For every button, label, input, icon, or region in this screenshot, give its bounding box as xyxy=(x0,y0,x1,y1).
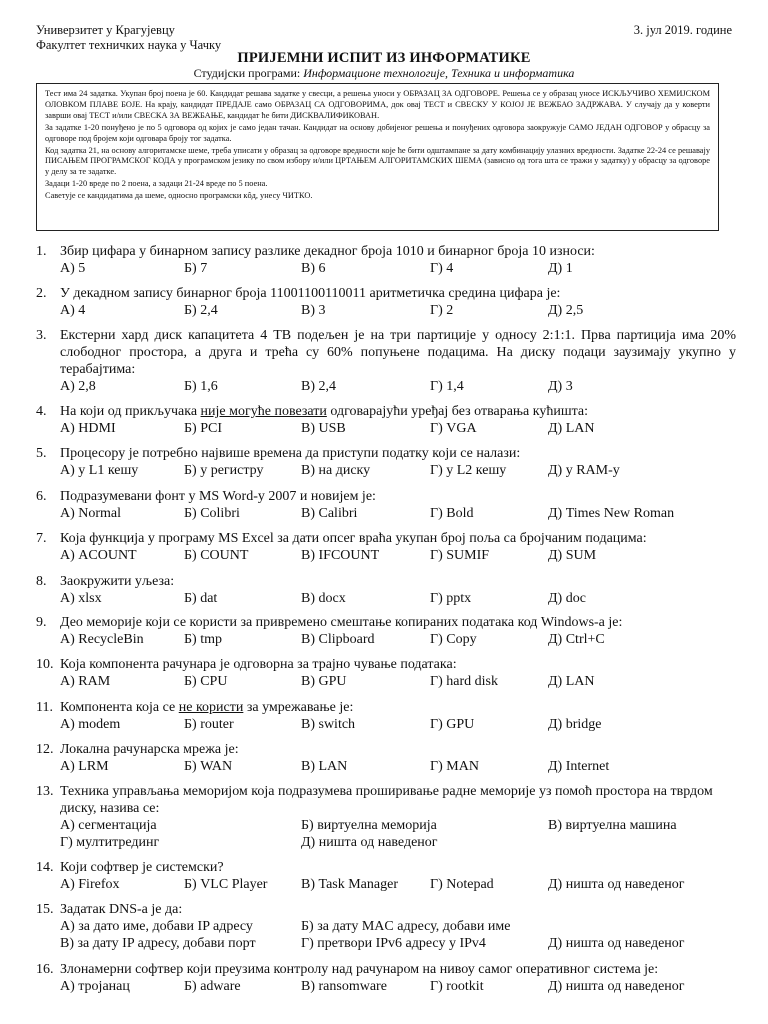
question-3 xyxy=(36,327,736,395)
answer-option[interactable]: А) HDMI xyxy=(60,421,116,436)
question-8 xyxy=(36,573,736,607)
answer-options xyxy=(60,673,736,690)
answer-option[interactable]: Г) SUMIF xyxy=(430,548,490,563)
answer-option[interactable]: А) RAM xyxy=(60,674,111,689)
answer-option[interactable]: А) 4 xyxy=(60,303,86,318)
answer-option[interactable]: Д) ништа од наведеног xyxy=(548,979,685,994)
answer-option[interactable]: Д) bridge xyxy=(548,717,602,732)
answer-option[interactable]: В) IFCOUNT xyxy=(301,548,380,563)
study-programs-names: Информационе технологије, Техника и информатика xyxy=(303,66,575,80)
answer-options xyxy=(60,420,736,437)
answer-options xyxy=(60,260,736,277)
answer-option[interactable]: Д) ништа од наведеног xyxy=(548,877,685,892)
answer-option[interactable]: Б) tmp xyxy=(184,632,222,647)
answer-option[interactable]: Г) GPU xyxy=(430,717,475,732)
answer-option[interactable]: В) на диску xyxy=(301,463,371,478)
answer-option[interactable]: Г) у L2 кешу xyxy=(430,463,507,478)
answer-option[interactable]: Г) MAN xyxy=(430,759,479,774)
answer-option[interactable]: Г) 4 xyxy=(430,261,454,276)
question-number: 16. xyxy=(36,962,54,977)
answer-option[interactable]: Б) WAN xyxy=(184,759,233,774)
answer-option[interactable]: А) Firefox xyxy=(60,877,120,892)
answer-option[interactable]: А) xlsx xyxy=(60,591,102,606)
answer-options xyxy=(60,716,736,733)
question-13 xyxy=(36,783,736,851)
instruction-paragraph: Код задатка 21, на основу алгоритамске шеме, треба уписати у образац за одговоре вредности које ће бити одштампане за дату комбинацију улазних вредности. Задатке 22-24 се решавају ПИСАЊЕМ ПРОГРАМСКОГ КОДА у програмском језику по свом избору и/или ЦРТАЊЕМ АЛГОРИТАМСКИХ ШЕМА (зависно од тога шта се тражи у задатку) у обрасцу за одговоре у делу за те задатке. xyxy=(45,145,710,177)
instruction-paragraph: Тест има 24 задатка. Укупан број поена је 60. Кандидат решава задатке у свесци, а решења уноси у ОБРАЗАЦ ЗА ОДГОВОРЕ. Решења се у образац уносе ИСКЉУЧИВО ХЕМИЈСКОМ ОЛОВКОМ ПЛАВЕ БОЈЕ. На крају, кандидат ПРЕДАЈЕ само ОБРАЗАЦ СА ОДГОВОРИМА, док овај ТЕСТ и СВЕСКУ У КОЈОЈ ЈЕ ВЕЖБАО ЗАДРЖАВА. У случају да у коверти заврши овај ТЕСТ и/или СВЕСКА ЗА ВЕЖБАЊЕ, кандидат ће бити ДИСКВАЛИФИКОВАН. xyxy=(45,89,710,120)
answer-option[interactable]: Д) 2,5 xyxy=(548,303,584,318)
answer-option[interactable]: В) за дату IP адресу, добави порт xyxy=(60,936,256,951)
answer-options xyxy=(60,378,736,395)
answer-option[interactable]: А) modem xyxy=(60,717,121,732)
question-text: Процесору је потребно највише времена да приступи податку који се налази: xyxy=(60,446,521,461)
exam-date: 3. јул 2019. године xyxy=(633,23,732,37)
question-text: Техника управљања меморијом која подразумева проширивање радне меморије уз помоћ простора на тврдом диску, назива се: xyxy=(60,784,713,816)
answer-option[interactable]: Д) LAN xyxy=(548,421,595,436)
answer-option[interactable]: А) LRM xyxy=(60,759,109,774)
answer-option[interactable]: Б) у регистру xyxy=(184,463,264,478)
answer-option[interactable]: А) тројанац xyxy=(60,979,130,994)
answer-option[interactable]: Д) 1 xyxy=(548,261,573,276)
answer-option[interactable]: Д) Internet xyxy=(548,759,610,774)
question-text-start: На који од прикључака xyxy=(60,404,201,419)
answer-option[interactable]: Б) 7 xyxy=(184,261,208,276)
instruction-paragraph: За задатке 1-20 понуђено је по 5 одговора од којих је само један тачан. Кандидат на основу добијеног решења и понуђених одговора заокружује САМО ЈЕДАН ОДГОВОР у обрасцу за одговоре под бројем који одговара броју тог задатка. xyxy=(45,122,710,143)
instruction-paragraph: Задаци 1-20 вреде по 2 поена, а задаци 21-24 вреде по 5 поена. xyxy=(45,179,268,189)
answer-option[interactable]: А) у L1 кешу xyxy=(60,463,139,478)
question-text-underlined: не користи xyxy=(178,700,244,715)
question-number: 2. xyxy=(36,286,47,301)
question-number: 12. xyxy=(36,742,54,757)
answer-options xyxy=(60,547,736,564)
answer-options xyxy=(60,462,736,479)
question-10 xyxy=(36,656,736,690)
question-text-start: Компонента која се xyxy=(60,700,179,715)
question-text-underlined: није могуће повезати xyxy=(200,404,327,419)
answer-option[interactable]: В) 2,4 xyxy=(301,379,336,394)
question-9 xyxy=(36,614,736,648)
answer-options xyxy=(60,505,736,522)
answer-option[interactable]: А) 5 xyxy=(60,261,86,276)
answer-options xyxy=(60,935,736,952)
faculty-name: Факултет техничких наука у Чачку xyxy=(36,38,222,52)
university-name: Универзитет у Крагујевцу xyxy=(36,23,175,37)
answer-option[interactable]: А) за дато име, добави IP адресу xyxy=(60,919,253,934)
question-text: Локална рачунарска мрежа је: xyxy=(60,742,239,757)
answer-options xyxy=(60,918,736,935)
answer-option[interactable]: Б) dat xyxy=(184,591,218,606)
answer-option[interactable]: В) switch xyxy=(301,717,356,732)
answer-option[interactable]: Д) Ctrl+C xyxy=(548,632,605,647)
study-programs xyxy=(0,66,768,81)
question-6 xyxy=(36,488,736,522)
question-1 xyxy=(36,243,736,277)
question-number: 10. xyxy=(36,657,54,672)
answer-option[interactable]: В) 6 xyxy=(301,261,326,276)
answer-option[interactable]: В) Clipboard xyxy=(301,632,375,647)
answer-option[interactable]: В) Task Manager xyxy=(301,877,398,892)
question-16 xyxy=(36,961,736,995)
question-text: Која компонента рачунара је одговорна за трајно чување података: xyxy=(60,657,457,672)
answer-option[interactable]: Б) 1,6 xyxy=(184,379,218,394)
question-text-end: за умрежавање је: xyxy=(243,700,354,715)
question-number: 6. xyxy=(36,489,47,504)
page-title: ПРИЈЕМНИ ИСПИТ ИЗ ИНФОРМАТИКЕ xyxy=(237,50,531,66)
answer-option[interactable]: А) Normal xyxy=(60,506,122,521)
answer-option[interactable]: Д) Times New Roman xyxy=(548,506,675,521)
answer-option[interactable]: Б) router xyxy=(184,717,234,732)
question-text-end: одговарајући уређај без отварања кућишта: xyxy=(326,404,589,419)
question-4 xyxy=(36,403,736,437)
question-text: Која функција у програму MS Excel за дати опсег враћа укупан број поља са бројчаним подацима: xyxy=(60,531,647,546)
question-12 xyxy=(36,741,736,775)
question-text: Заокружити уљеза: xyxy=(60,574,175,589)
answer-option[interactable]: Г) pptx xyxy=(430,591,472,606)
question-number: 14. xyxy=(36,860,54,875)
answer-option[interactable]: Г) rootkit xyxy=(430,979,484,994)
answer-option[interactable]: Г) Notepad xyxy=(430,877,494,892)
answer-option[interactable]: Б) CPU xyxy=(184,674,228,689)
answer-option[interactable]: А) ACOUNT xyxy=(60,548,137,563)
question-text: Задатак DNS-а је да: xyxy=(60,902,183,917)
answer-options xyxy=(60,590,736,607)
answer-option[interactable]: Б) виртуелна меморија xyxy=(301,818,437,833)
answer-option[interactable]: Г) мултитрединг xyxy=(60,835,160,850)
answer-option[interactable]: Д) LAN xyxy=(548,674,595,689)
answer-option[interactable]: В) ransomware xyxy=(301,979,387,994)
answer-option[interactable]: Б) Colibri xyxy=(184,506,240,521)
question-text: Који софтвер је системски? xyxy=(60,860,224,875)
question-text: У декадном запису бинарног броја 11001100110011 аритметичка средина цифара је: xyxy=(60,286,561,301)
question-number: 15. xyxy=(36,902,54,917)
question-number: 4. xyxy=(36,404,47,419)
answer-options xyxy=(60,876,736,893)
question-14 xyxy=(36,859,736,893)
answer-option[interactable]: Г) Bold xyxy=(430,506,474,521)
question-number: 7. xyxy=(36,531,47,546)
answer-option[interactable]: Д) 3 xyxy=(548,379,573,394)
question-number: 13. xyxy=(36,784,54,799)
question-text: Збир цифара у бинарном запису разлике декадног броја 1010 и бинарног броја 10 износи: xyxy=(60,244,595,259)
answer-option[interactable]: Г) Copy xyxy=(430,632,477,647)
answer-option[interactable]: В) Calibri xyxy=(301,506,358,521)
answer-option[interactable]: Д) ништа од наведеног xyxy=(548,936,685,951)
answer-option[interactable]: А) 2,8 xyxy=(60,379,96,394)
question-text: Део меморије који се користи за привремено смештање копираних података код Windows-а је: xyxy=(60,615,623,630)
answer-options xyxy=(60,834,736,851)
question-text: Подразумевани фонт у MS Word-у 2007 и новијем је: xyxy=(60,489,376,504)
answer-option[interactable]: Б) VLC Player xyxy=(184,877,268,892)
answer-option[interactable]: В) LAN xyxy=(301,759,348,774)
question-number: 1. xyxy=(36,244,47,259)
answer-option[interactable]: Д) SUM xyxy=(548,548,597,563)
instruction-paragraph: Саветује се кандидатима да шеме, односно програмски кôд, унесу ЧИТКО. xyxy=(45,191,313,201)
answer-option[interactable]: Б) 2,4 xyxy=(184,303,218,318)
header-institution xyxy=(36,23,221,53)
question-2 xyxy=(36,285,736,319)
question-text: Злонамерни софтвер који преузима контролу над рачунаром на нивоу самог оперативног система је: xyxy=(60,962,659,977)
answer-option[interactable]: В) docx xyxy=(301,591,346,606)
question-15 xyxy=(36,901,736,952)
answer-option[interactable]: Б) adware xyxy=(184,979,241,994)
question-number: 3. xyxy=(36,328,47,343)
answer-option[interactable]: Б) за дату MAC адресу, добави име xyxy=(301,919,511,934)
answer-option[interactable]: Б) COUNT xyxy=(184,548,249,563)
answer-option[interactable]: Г) hard disk xyxy=(430,674,498,689)
answer-option[interactable]: В) виртуелна машина xyxy=(548,818,677,833)
answer-options xyxy=(60,978,736,995)
answer-option[interactable]: Д) doc xyxy=(548,591,586,606)
answer-option[interactable]: Г) претвори IPv6 адресу у IPv4 xyxy=(301,936,486,951)
answer-options xyxy=(60,758,736,775)
answer-option[interactable]: Д) ништа од наведеног xyxy=(301,835,438,850)
answer-option[interactable]: А) сегментација xyxy=(60,818,157,833)
question-number: 11. xyxy=(36,700,53,715)
answer-option[interactable]: В) GPU xyxy=(301,674,347,689)
question-number: 8. xyxy=(36,574,47,589)
answer-option[interactable]: Г) VGA xyxy=(430,421,477,436)
question-number: 5. xyxy=(36,446,47,461)
question-7 xyxy=(36,530,736,564)
answer-option[interactable]: Б) PCI xyxy=(184,421,222,436)
answer-option[interactable]: В) USB xyxy=(301,421,346,436)
study-programs-label: Студијски програми: xyxy=(193,66,301,80)
question-text: Екстерни хард диск капацитета 4 TB подељен је на три партиције у односу 2:1:1. Прва партиција има 20% слободног простора, а друга и трећа су 60% попуњене подацима. На диску подаци заузимају укупно у терабајтима: xyxy=(60,328,736,377)
question-11 xyxy=(36,699,736,733)
question-number: 9. xyxy=(36,615,47,630)
question-5 xyxy=(36,445,736,479)
instructions-box xyxy=(36,83,719,231)
answer-option[interactable]: Г) 2 xyxy=(430,303,454,318)
answer-option[interactable]: Д) у RAM-у xyxy=(548,463,620,478)
answer-option[interactable]: В) 3 xyxy=(301,303,326,318)
answer-option[interactable]: Г) 1,4 xyxy=(430,379,464,394)
answer-options xyxy=(60,302,736,319)
answer-option[interactable]: А) RecycleBin xyxy=(60,632,144,647)
answer-options xyxy=(60,817,736,834)
answer-options xyxy=(60,631,736,648)
